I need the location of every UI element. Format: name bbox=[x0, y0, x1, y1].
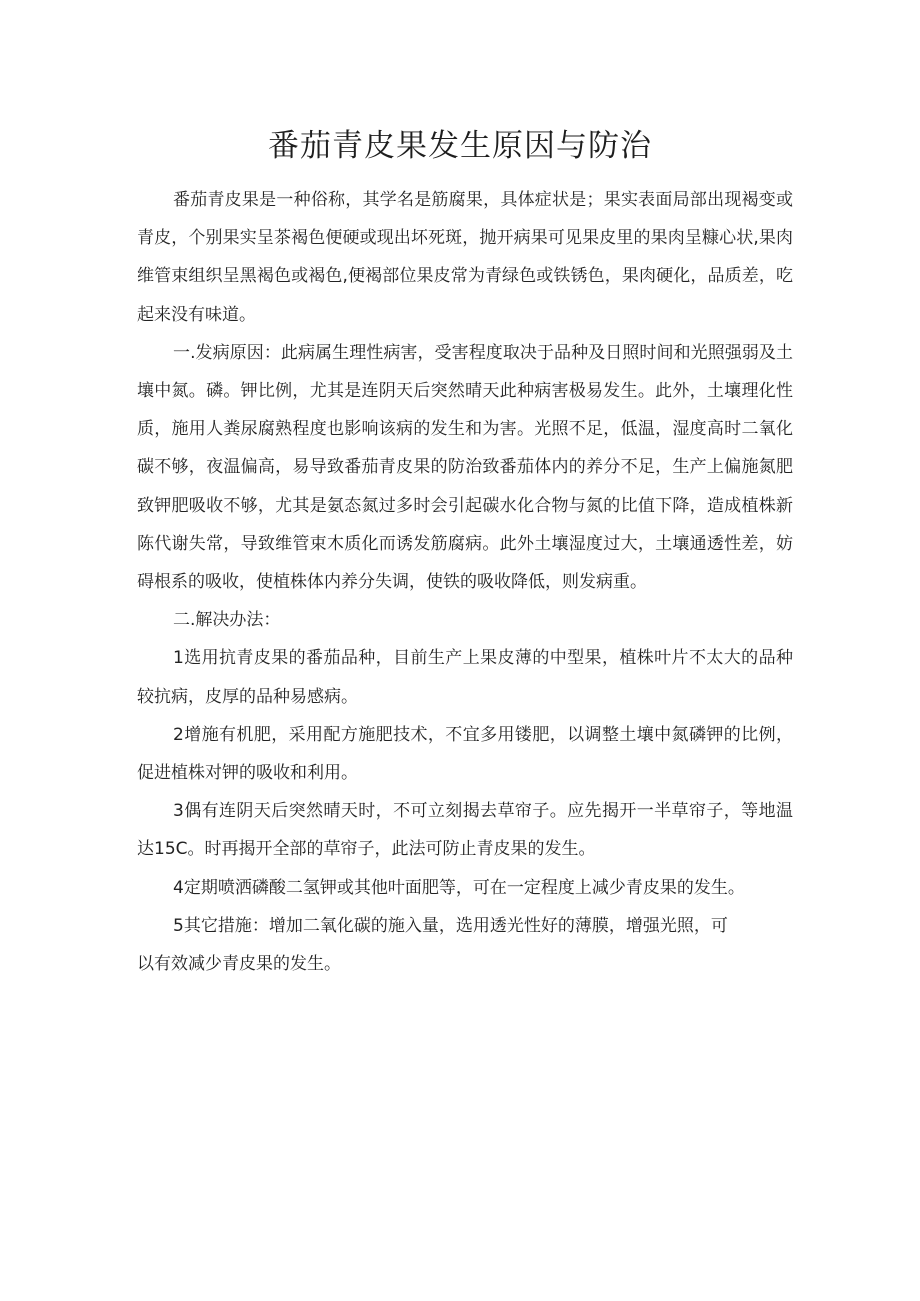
document-title: 番茄青皮果发生原因与防治 bbox=[268, 128, 652, 164]
section-heading-solutions: 二.解决办法： bbox=[173, 610, 281, 631]
document-body bbox=[137, 181, 793, 983]
paragraph-intro: 番茄青皮果是一种俗称，其学名是筋腐果，具体症状是；果实表面局部出现褐变或青皮，个别果实呈茶褐色便硬或现出坏死斑，抛开病果可见果皮里的果肉呈糠心状,果肉维管束组织呈黑褐色或褐色,便褐部位果皮常为青绿色或铁锈色，果肉硬化，品质差，吃起来没有味道。 bbox=[137, 190, 793, 325]
paragraph-cause: 一.发病原因：此病属生理性病害，受害程度取决于品种及日照时间和光照强弱及土壤中氮。磷。钾比例，尤其是连阴天后突然晴天此种病害极易发生。此外，土壤理化性质，施用人粪尿腐熟程度也影响该病的发生和为害。光照不足，低温，湿度高时二氧化碳不够，夜温偏高，易导致番茄青皮果的防治致番茄体内的养分不足，生产上偏施氮肥致钾肥吸收不够，尤其是氨态氮过多时会引起碳水化合物与氮的比值下降，造成植株新陈代谢失常，导致维管束木质化而诱发筋腐病。此外土壤湿度过大，土壤通透性差，妨碍根系的吸收，使植株体内养分失调，使铁的吸收降低，则发病重。 bbox=[137, 342, 793, 593]
paragraph-solution-5: 5其它措施：增加二氧化碳的施入量，选用透光性好的薄膜，增强光照，可 bbox=[173, 915, 728, 936]
paragraph-solution-3: 3偶有连阴天后突然晴天时，不可立刻揭去草帘子。应先揭开一半草帘子，等地温达15C。时再揭开全部的草帘子，此法可防止青皮果的发生。 bbox=[137, 801, 793, 860]
paragraph-solution-4: 4定期喷洒磷酸二氢钾或其他叶面肥等，可在一定程度上减少青皮果的发生。 bbox=[173, 877, 745, 898]
paragraph-solution-2: 2增施有机肥，采用配方施肥技术，不宜多用镂肥，以调整土壤中氮磷钾的比例，促进植株对钾的吸收和利用。 bbox=[137, 724, 793, 784]
paragraph-solution-5-continued: 以有效减少青皮果的发生。 bbox=[137, 954, 341, 975]
paragraph-solution-1: 1选用抗青皮果的番茄品种，目前生产上果皮薄的中型果，植株叶片不太大的品种较抗病，皮厚的品种易感病。 bbox=[137, 648, 793, 707]
